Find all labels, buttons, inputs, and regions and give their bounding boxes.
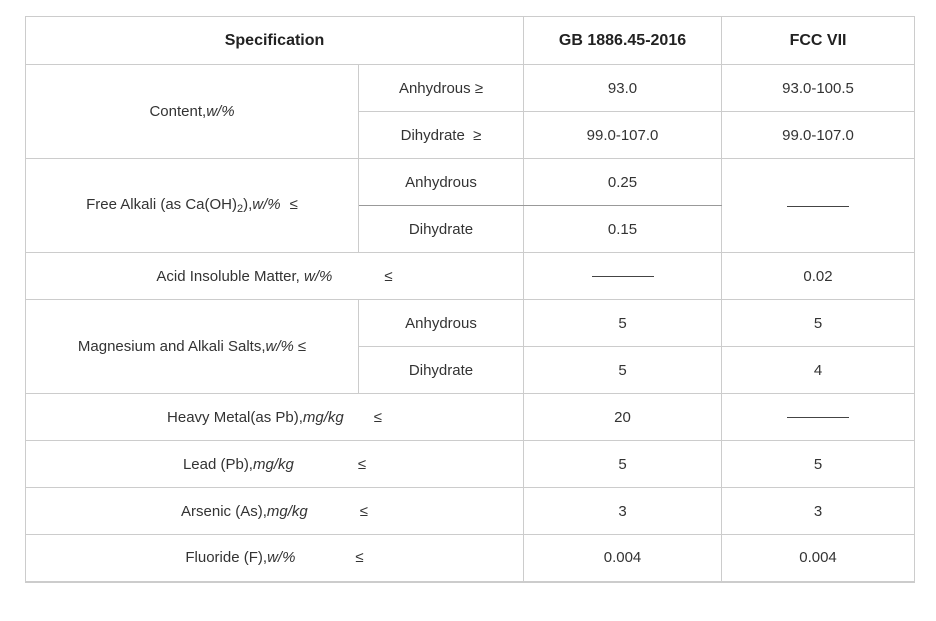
content-dihydrate-fcc: 99.0-107.0 <box>722 112 915 159</box>
free-alkali-anhydrous-label: Anhydrous <box>359 159 524 206</box>
lead-unit: mg/kg <box>252 455 294 473</box>
fluoride-label-text: Fluoride (F), <box>185 549 268 567</box>
free-alkali-dihydrate-gb: 0.15 <box>524 206 722 253</box>
table-row <box>26 535 915 582</box>
em-dash <box>787 206 849 207</box>
header-specification: Specification <box>26 17 524 65</box>
table-row <box>26 253 915 300</box>
lead-gb: 5 <box>524 441 722 488</box>
magnesium-anhydrous-label: Anhydrous <box>359 300 524 347</box>
header-gb: GB 1886.45-2016 <box>524 17 722 65</box>
acid-symbol: ≤ <box>384 267 393 285</box>
acid-unit: w/% <box>304 267 333 285</box>
fluoride-label <box>26 535 524 582</box>
header-row <box>26 17 915 65</box>
free-alkali-label <box>26 159 359 253</box>
free-alkali-symbol: ≤ <box>289 196 298 213</box>
em-dash <box>787 417 849 418</box>
free-alkali-subscript: 2 <box>237 203 244 215</box>
heavy-metal-gb: 20 <box>524 394 722 441</box>
free-alkali-anhydrous-gb: 0.25 <box>524 159 722 206</box>
fluoride-gb: 0.004 <box>524 535 722 582</box>
arsenic-unit: mg/kg <box>266 502 308 520</box>
spec-table-container <box>25 16 914 583</box>
heavy-metal-unit: mg/kg <box>302 408 344 426</box>
magnesium-symbol: ≤ <box>297 338 307 355</box>
arsenic-label-text: Arsenic (As), <box>181 502 267 520</box>
heavy-metal-symbol: ≤ <box>373 408 382 426</box>
arsenic-symbol: ≤ <box>359 502 368 520</box>
arsenic-label <box>26 488 524 535</box>
heavy-metal-label <box>26 394 524 441</box>
fluoride-unit: w/% <box>267 549 296 567</box>
magnesium-label <box>26 300 359 394</box>
content-dihydrate-gb: 99.0-107.0 <box>524 112 722 159</box>
free-alkali-unit: w/% <box>252 196 281 213</box>
lead-fcc: 5 <box>722 441 915 488</box>
content-anhydrous-fcc: 93.0-100.5 <box>722 65 915 112</box>
magnesium-dihydrate-label: Dihydrate <box>359 347 524 394</box>
table-row <box>26 441 915 488</box>
header-fcc: FCC VII <box>722 17 915 65</box>
em-dash <box>592 276 654 277</box>
magnesium-dihydrate-gb: 5 <box>524 347 722 394</box>
heavy-metal-fcc <box>722 394 915 441</box>
free-alkali-fcc <box>722 159 915 253</box>
content-unit: w/% <box>206 103 235 120</box>
lead-label-text: Lead (Pb), <box>182 455 253 473</box>
table-row <box>26 394 915 441</box>
acid-gb <box>524 253 722 300</box>
specification-table <box>25 16 915 583</box>
acid-label <box>26 253 524 300</box>
free-alkali-label-text: Free Alkali (as Ca(OH) <box>86 196 237 213</box>
arsenic-gb: 3 <box>524 488 722 535</box>
magnesium-label-text: Magnesium and Alkali Salts, <box>77 338 266 355</box>
magnesium-dihydrate-fcc: 4 <box>722 347 915 394</box>
heavy-metal-label-text: Heavy Metal(as Pb), <box>167 408 303 426</box>
lead-symbol: ≤ <box>357 455 367 473</box>
free-alkali-dihydrate-label: Dihydrate <box>359 206 524 253</box>
content-anhydrous-gb: 93.0 <box>524 65 722 112</box>
arsenic-fcc: 3 <box>722 488 915 535</box>
content-anhydrous-label: Anhydrous ≥ <box>359 65 524 112</box>
magnesium-unit: w/% <box>265 338 294 355</box>
magnesium-anhydrous-gb: 5 <box>524 300 722 347</box>
lead-label <box>26 441 524 488</box>
fluoride-fcc: 0.004 <box>722 535 915 582</box>
acid-fcc: 0.02 <box>722 253 915 300</box>
table-row <box>26 300 915 347</box>
magnesium-anhydrous-fcc: 5 <box>722 300 915 347</box>
content-dihydrate-label: Dihydrate ≥ <box>359 112 524 159</box>
content-label <box>26 65 359 159</box>
table-row <box>26 488 915 535</box>
acid-label-text: Acid Insoluble Matter, <box>156 267 304 285</box>
free-alkali-label-post: ), <box>243 196 253 213</box>
fluoride-symbol: ≤ <box>355 549 364 567</box>
table-row <box>26 159 915 206</box>
table-row <box>26 65 915 112</box>
content-label-text: Content, <box>149 103 207 120</box>
